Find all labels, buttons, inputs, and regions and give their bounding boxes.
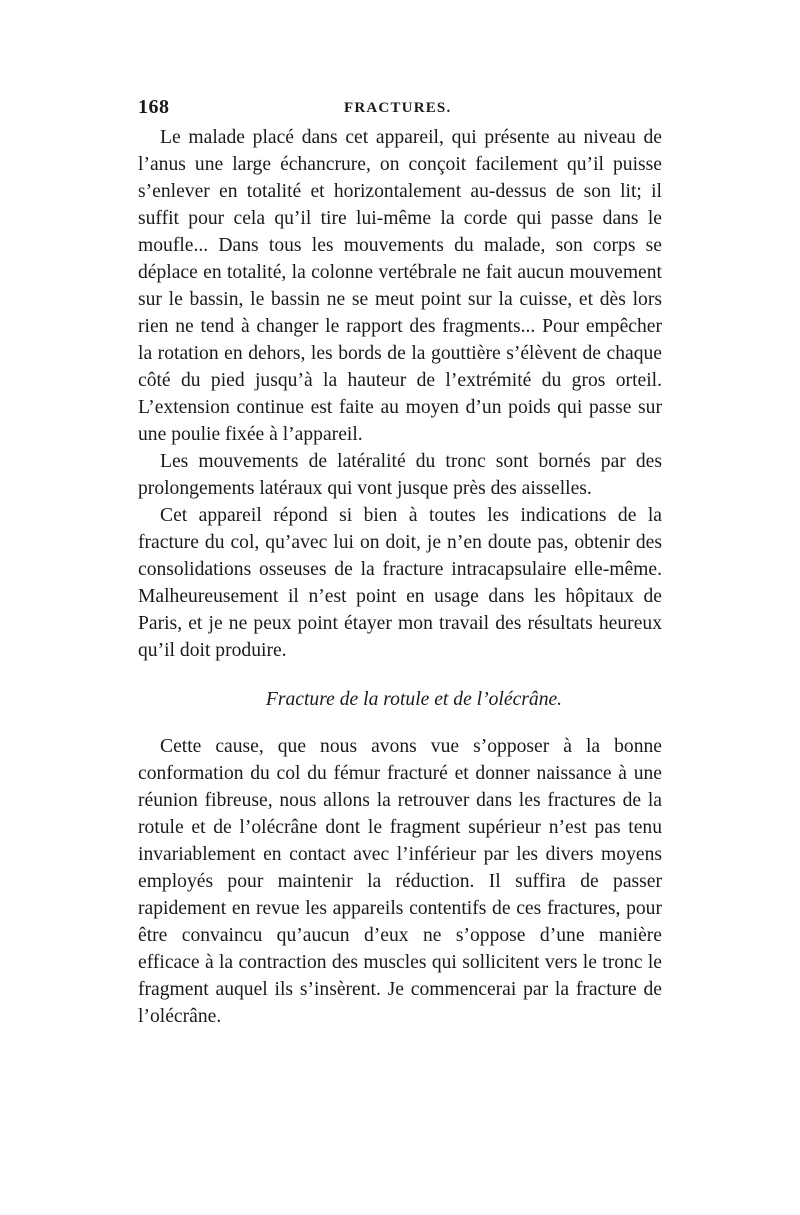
running-header (138, 96, 662, 124)
paragraph-malade: Le malade placé dans cet appareil, qui présente au niveau de l’anus une large échancrure, on conçoit facilement qu’il puisse s’enlever en totalité et horizontalement au-dessus de son lit; il suffit pour cela qu’il tire lui-même la corde qui passe dans le moufle... Dans tous les mouvements du malade, son corps se déplace en totalité, la colonne vertébrale ne fait aucun mouvement sur le bassin, le bassin ne se meut point sur la cuisse, et dès lors rien ne tend à changer le rapport des fragments... Pour empêcher la rotation en dehors, les bords de la gouttière s’élèvent de chaque côté du pied jusqu’à la hauteur de l’extrémité du gros orteil. L’extension continue est faite au moyen d’un poids qui passe sur une poulie fixée à l’appareil. (138, 127, 662, 445)
running-title: FRACTURES. (344, 100, 452, 116)
paragraph-cause: Cette cause, que nous avons vue s’opposer à la bonne conformation du col du fémur fracturé et donner naissance à une réunion fibreuse, nous allons la retrouver dans les fractures de la rotule et de l’olécrâne dont le fragment supérieur n’est pas tenu invariablement en contact avec l’inférieur par les divers moyens employés pour maintenir la réduction. Il suffira de passer rapidement en revue les appareils contentifs de ces fractures, pour être convaincu qu’aucun d’eux ne s’oppose d’une manière efficace à la contraction des muscles qui sollicitent vers le tronc le fragment auquel ils s’insèrent. Je commencerai par la fracture de l’olécrâne. (138, 736, 662, 1027)
body-text (138, 124, 662, 1030)
page-number: 168 (138, 96, 170, 118)
paragraph-lateralite: Les mouvements de latéralité du tronc sont bornés par des prolongements latéraux qui vont jusque près des aisselles. (138, 451, 662, 499)
book-page (138, 96, 662, 1030)
paragraph-appareil: Cet appareil répond si bien à toutes les indications de la fracture du col, qu’avec lui on doit, je n’en doute pas, obtenir des consolidations osseuses de la fracture intracapsulaire elle-même. Malheureusement il n’est point en usage dans les hôpitaux de Paris, et je ne peux point étayer mon travail des résultats heureux qu’il doit produire. (138, 505, 662, 661)
section-heading: Fracture de la rotule et de l’olécrâne. (265, 689, 563, 710)
